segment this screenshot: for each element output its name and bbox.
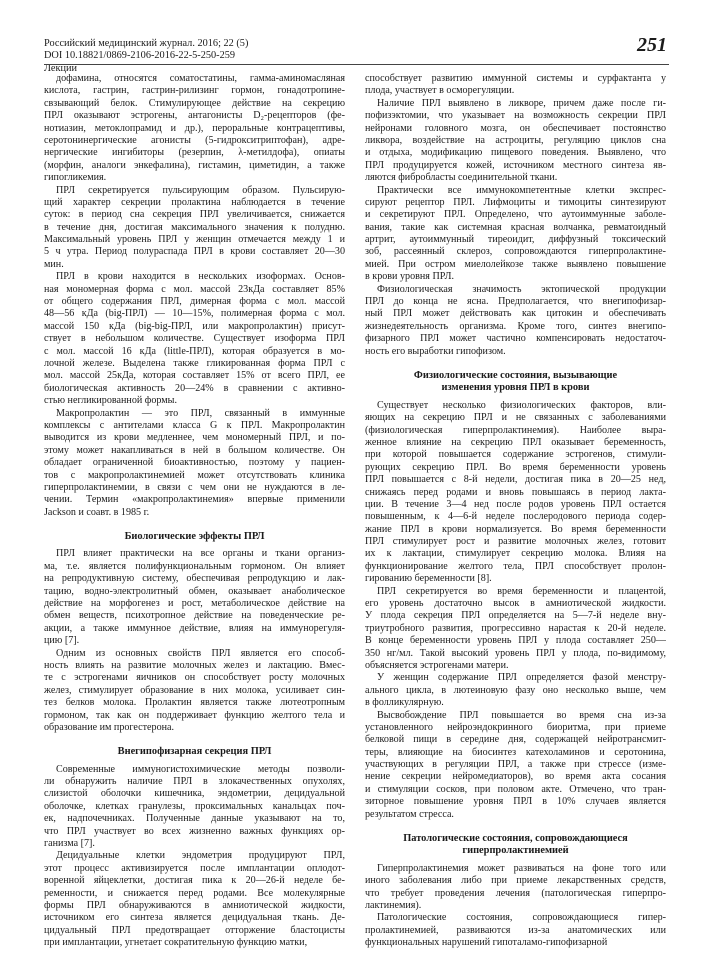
paragraph (44, 271, 345, 407)
paragraph (365, 863, 666, 913)
text-line: ликвора, воздействие на астроциты, регуляцию циклов сна (365, 134, 666, 146)
text-line: (физиологическая гиперпролактинемия). Наиболее выра- (365, 424, 666, 436)
text-line: ек, надпочечниках. Полученные данные указывают на то, (44, 813, 345, 825)
text-line: ПРЛ секретируется во время беременности и плацентой, (377, 585, 666, 597)
text-line: ции. В течение 3—4 нед после родов уровень ПРЛ остается (365, 498, 666, 510)
text-line: цидуальный ПРЛ предотвращает отторжение бластоцисты (44, 924, 345, 936)
text-line: нотиазин, метоклопрамид и др.), пероральные контрацептивы, (44, 122, 345, 134)
text-line: жизнедеятельность организма. Кроме того, синтез внегипо- (365, 320, 666, 332)
paragraph (365, 710, 666, 822)
text-line: теры, влияющие на биосинтез катехоламинов и серотонина, (365, 746, 666, 758)
text-line: тов с макропролактинемией может отсутствовать клиника (44, 469, 345, 481)
text-line: Высвобождение ПРЛ повышается во время сна из-за (377, 709, 666, 721)
paragraph (365, 73, 666, 98)
paragraph (44, 548, 345, 647)
text-line: и секретируют ПРЛ. Определено, что аутоиммунные заболе- (365, 209, 666, 221)
text-line: 5 ч утра. Период полураспада ПРЛ в крови составляет 20—30 (44, 246, 345, 258)
text-line: Jackson и соавт. в 1985 г. (44, 506, 150, 518)
text-line: нейронами головного мозга, он обеспечивает постоянство (365, 122, 666, 134)
text-line: ременности, и снижается перед родами. Все молекулярные (44, 887, 345, 899)
text-line: что ПРЛ участвует во всех жизненно важных функциях ор- (44, 825, 345, 837)
section-heading (44, 746, 345, 758)
text-line: зоб, рассеянный склероз, сопровождаются гиперпролактине- (365, 246, 666, 258)
text-line: Существует несколько физиологических факторов, вли- (377, 399, 666, 411)
section-heading (365, 833, 666, 858)
text-line: и отдыха, модификацию пищевого поведения. Выявлено, что (365, 147, 666, 159)
text-line: рующих секрецию ПРЛ. Во время беременности уровень (365, 461, 666, 473)
text-line: ный ПРЛ может действовать как цитокин и обеспечивать (365, 308, 666, 320)
doi-line: DOI 10.18821/0869-2106-2016-22-5-250-259 (44, 50, 236, 62)
section-label: Лекции (44, 62, 78, 74)
text-line: артрит, аутоиммунный тиреоидит, диффузный токсический (365, 234, 666, 246)
text-line: ПРЛ продуцируется кожей, источником местного синтеза яв- (365, 159, 666, 171)
section-heading (365, 370, 666, 395)
paragraph (365, 185, 666, 284)
text-line: лочной железе. Выделена также гликированная форма ПРЛ с (44, 357, 345, 369)
text-line: В конце беременности уровень ПРЛ у плода составляет 250— (365, 635, 666, 647)
paragraph (365, 284, 666, 358)
text-line: акции, а также иммунное действие, влияя на иммунорегуля- (44, 622, 345, 634)
text-line: Одним из основных свойств ПРЛ является его способ- (56, 647, 345, 659)
text-line: образование им прогестерона. (44, 721, 175, 733)
text-line: ность влиять на развитие молочных желез и лактацию. Вмес- (44, 659, 345, 671)
text-line: мол. массой 25кДа, которая составляет 15% от всего ПРЛ, ее (44, 370, 345, 382)
text-line: ПРЛ оказывают эстрогены, антагонисты D₂-рецепторов (фе- (44, 110, 345, 122)
text-line: на репродуктивную систему, обеспечивая репродукцию и лак- (44, 573, 345, 585)
paragraph (365, 98, 666, 185)
text-line: свзывающий белок. Стимулирующее действие на секрецию (44, 97, 345, 109)
text-line: в течение дня, достигая максимального значения к полудню. (44, 221, 345, 233)
text-line: ПРЛ до конца не ясна. Предполагается, что внегипофизар- (365, 296, 666, 308)
text-line: и стимуляции сосков, при половом акте. Отмечено, что тран- (365, 783, 666, 795)
text-line: выводится из крови медленнее, чем мономерный ПРЛ, и по- (44, 432, 345, 444)
text-line: ствует в небольшом количестве. Существует изоформа ПРЛ (44, 333, 345, 345)
paragraph (365, 912, 666, 949)
text-line: в крови уровня ПРЛ. (365, 271, 454, 283)
text-line: Децидуальные клетки эндометрия продуцируют ПРЛ, (56, 850, 345, 862)
heading-line: Патологические состояния, сопровождающиеся (403, 833, 628, 845)
heading-line: Биологические эффекты ПРЛ (124, 531, 265, 543)
text-line: его уровень достаточно высок в амниотической жидкости. (365, 598, 666, 610)
text-line: желез, стимулирует образование в них молока, усиливает син- (44, 684, 345, 696)
paragraph (365, 672, 666, 709)
text-line: Патологические состояния, сопровождающиеся гипер- (377, 912, 666, 924)
text-line: способствует развитию иммунной системы и сурфактанта у (365, 73, 666, 84)
text-line: при которой повышается содержание эстрогенов, стимули- (365, 449, 666, 461)
text-line: 350 нг/мл. Такой высокий уровень ПРЛ у плода, по-видимому, (365, 647, 666, 659)
text-line: плода, участвует в осморегуляции. (365, 85, 515, 97)
text-line: ность его выработки гипофизом. (365, 345, 506, 357)
text-line: гипогликемия. (44, 172, 107, 184)
text-line: биологическая активность 20—24% в сравнении с активно- (44, 382, 345, 394)
text-line: Максимальный уровень ПРЛ у женщин отмечается между 1 и (44, 234, 345, 246)
text-line: результатом стресса. (365, 808, 454, 820)
text-line: Современные иммуногистохимические методы позволи- (56, 763, 345, 775)
header-rule (44, 64, 669, 65)
paragraph (44, 648, 345, 735)
text-line: гированию беременности [8]. (365, 573, 492, 585)
text-line: кислота, гастрин, гастрин-рилизинг гормон, гонадотропине- (44, 85, 345, 97)
text-line: снижаясь перед родами и вновь повышаясь в период лакта- (365, 486, 666, 498)
heading-line: Физиологические состояния, вызывающие (413, 369, 618, 381)
text-line: мией. При остром миелолейкозе также выявлено повышение (365, 258, 666, 270)
text-line: ального цикла, в лютеиновую фазу оно несколько выше, чем (365, 684, 666, 696)
text-line: триутробного развития, прогрессивно нарастая к 20-й неделе. (365, 622, 666, 634)
text-line: источником его синтеза является децидуальная ткань. Де- (44, 912, 345, 924)
text-line: ПРЛ влияет практически на все органы и ткани организ- (56, 548, 345, 560)
text-line: тацию, водно-электролитный обмен, оказывает анаболическое (44, 585, 345, 597)
text-line: обмен веществ, психотропное действие на поведенческие ре- (44, 610, 345, 622)
paragraph (44, 185, 345, 272)
text-line: участвующих в регуляции ПРЛ, а также при стрессе (изме- (365, 759, 666, 771)
text-line: чении. Термин «макропролактинемия» впервые применили (44, 494, 345, 506)
text-line: слизистой оболочки кишечника, эндометрии, децидуальной (44, 788, 345, 800)
text-line: те с эстрогенами яичников он способствует росту молочных (44, 672, 345, 684)
text-line: нение секреции нейромедиаторов), во время акта сосания (365, 771, 666, 783)
text-line: Макропролактин — это ПРЛ, связанный в иммунные (56, 407, 345, 419)
paragraph (365, 400, 666, 586)
text-line: действие на морфогенез и рост, метаболическое действие на (44, 598, 345, 610)
text-line: пофизэктомии, что указывает на возможность секреции ПРЛ (365, 110, 666, 122)
text-line: этому может накапливаться в ней в большом количестве. Он (44, 444, 345, 456)
text-line: при имплантации, угнетает сократительную функцию матки, (44, 937, 308, 949)
right-column (365, 73, 666, 950)
text-line: обладает ограниченной биоактивностью, поэтому у пациен- (44, 457, 345, 469)
heading-line: Внегипофизарная секреция ПРЛ (117, 746, 272, 758)
text-line: У плода секреция ПРЛ определяется на 5—7-й неделе вну- (365, 610, 666, 622)
text-line: пролактинемией, развиваются из-за анатомических или (365, 924, 666, 936)
journal-citation: Российский медицинский журнал. 2016; 22 (5) (44, 38, 249, 49)
text-line: от общего содержания ПРЛ, димерная форма с мол. массой (44, 296, 345, 308)
text-line: ПРЛ секретируется пульсирующим образом. Пульсирую- (56, 184, 345, 196)
text-line: сируют рецептор ПРЛ. Лифмоциты и тимоциты синтезируют (365, 196, 666, 208)
text-line: дофамина, относятся соматостатины, гамма-аминомасляная (56, 73, 345, 84)
text-line: этот процесс активизируется после имплантации оплодот- (44, 862, 345, 874)
text-line: воренной яйцеклетки, достигая пика к 20—26-й неделе бе- (44, 875, 345, 887)
text-line: У женщин содержание ПРЛ определяется фазой менстру- (377, 672, 666, 684)
text-line: формы ПРЛ обнаруживаются в амниотической жидкости, (44, 900, 345, 911)
text-line: что требует проведения лечения (патологическая гиперпро- (365, 887, 666, 899)
text-line: с мол. массой 16 кДа (little-ПРЛ), которая образуется в мо- (44, 345, 345, 357)
text-line: Практически все иммунокомпетентные клетки экспрес- (377, 184, 666, 196)
paragraph (44, 73, 345, 185)
text-line: щий характер секреции пролактина наблюдается в течение (44, 196, 345, 208)
text-line: иного заболевания либо при приеме лекарственных средств, (365, 875, 666, 887)
text-line: оболочке, клетках гранулезы, проксимальных канальцах поч- (44, 800, 345, 812)
text-line: комплексы с антителами класса G к ПРЛ. Макропролактин (44, 419, 345, 431)
text-line: в фолликулярную. (365, 697, 444, 709)
text-line: ганизма [7]. (44, 838, 95, 850)
page-number: 251 (637, 34, 667, 56)
text-line: ПРЛ повышается с 8-й недели, достигая пика в 20—25 нед, (365, 474, 666, 486)
text-line: тез белков молока. Пролактин является также лютеотропным (44, 697, 345, 709)
text-line: женное влияние на секрецию ПРЛ оказывает беременность, (365, 436, 666, 448)
text-line: (морфин, аналоги энкефалина), гистамин, циметидин, а также (44, 159, 345, 171)
text-line: массой 150 кДа (big-big-ПРЛ, или макропролактин) присут- (44, 320, 345, 332)
text-line: гиперпролактинемии, в связи с чем они не нуждаются в ле- (44, 481, 345, 493)
paragraph (44, 850, 345, 949)
text-line: ляются фибробласты соединительной ткани. (365, 172, 558, 184)
text-line: стью негликированной формы. (44, 395, 177, 407)
text-line: физарного ПРЛ может частично компенсировать недостаточ- (365, 333, 666, 345)
text-line: серотонинергические агонисты (5-гидрокситриптофан), адре- (44, 134, 345, 146)
text-line: установленного нейроэндокринного биоритма, при приеме (365, 721, 666, 733)
text-line: 48—56 кДа (big-ПРЛ) — 10—15%, полимерная форма с мол. (44, 308, 345, 320)
heading-line: гиперпролактинемией (462, 845, 569, 857)
text-line: вания, такие как системная красная волчанка, ревматоидный (365, 221, 666, 233)
text-line: ПРЛ в крови находится в нескольких изоформах. Основ- (56, 271, 345, 283)
paragraph (44, 408, 345, 520)
text-line: функциональных нарушений гипоталамо-гипофизарной (365, 937, 608, 949)
text-line: жание ПРЛ в крови нормализуется. Во время беременности (365, 523, 666, 535)
text-line: мин. (44, 258, 64, 270)
text-line: ПРЛ стимулирует рост и развитие молочных желез, готовит (365, 536, 666, 548)
text-line: цию [7]. (44, 635, 80, 647)
paragraph (44, 764, 345, 851)
text-line: Физиологическая значимость эктопической продукции (377, 283, 666, 295)
text-line: зиторное повышение уровня ПРЛ в 10% случаев является (365, 796, 666, 808)
text-line: ная мономерная форма с мол. массой 23кДа составляет 85% (44, 283, 345, 295)
text-line: суток: в период сна секреция ПРЛ увеличивается, снижается (44, 209, 345, 221)
text-line: Наличие ПРЛ выявлено в ликворе, причем даже после ги- (377, 97, 666, 109)
text-line: гормоном, так как он поддерживает функцию желтого тела и (44, 709, 345, 721)
heading-line: изменения уровня ПРЛ в крови (441, 382, 590, 394)
text-line: нергические ингибиторы (резерпин, λ-метилдофа), опиаты (44, 147, 345, 159)
text-line: белковой пищи в середине дня, содержащей нейротрансмит- (365, 734, 666, 746)
text-line: объясняется эстрогенами матери. (365, 659, 509, 671)
paragraph (365, 586, 666, 673)
text-line: лактинемия). (365, 900, 422, 911)
text-line: повышенным, к 4—6-й неделе послеродового периода содер- (365, 511, 666, 523)
text-line: их к лактации, стимулирует секрецию молока. Влияя на (365, 548, 666, 560)
text-line: яющих на секрецию ПРЛ и не связанных с заболеваниями (365, 412, 666, 424)
text-line: Гиперпролактинемия может развиваться на фоне того или (377, 862, 666, 874)
text-line: функционирование желтого тела, ПРЛ способствует пролон- (365, 560, 666, 572)
section-heading (44, 531, 345, 543)
text-line: ма, т.е. является полифункциональным гормоном. Он влияет (44, 560, 345, 572)
left-column (44, 73, 345, 950)
text-line: ли обнаружить наличие ПРЛ в злокачественных опухолях, (44, 776, 345, 788)
